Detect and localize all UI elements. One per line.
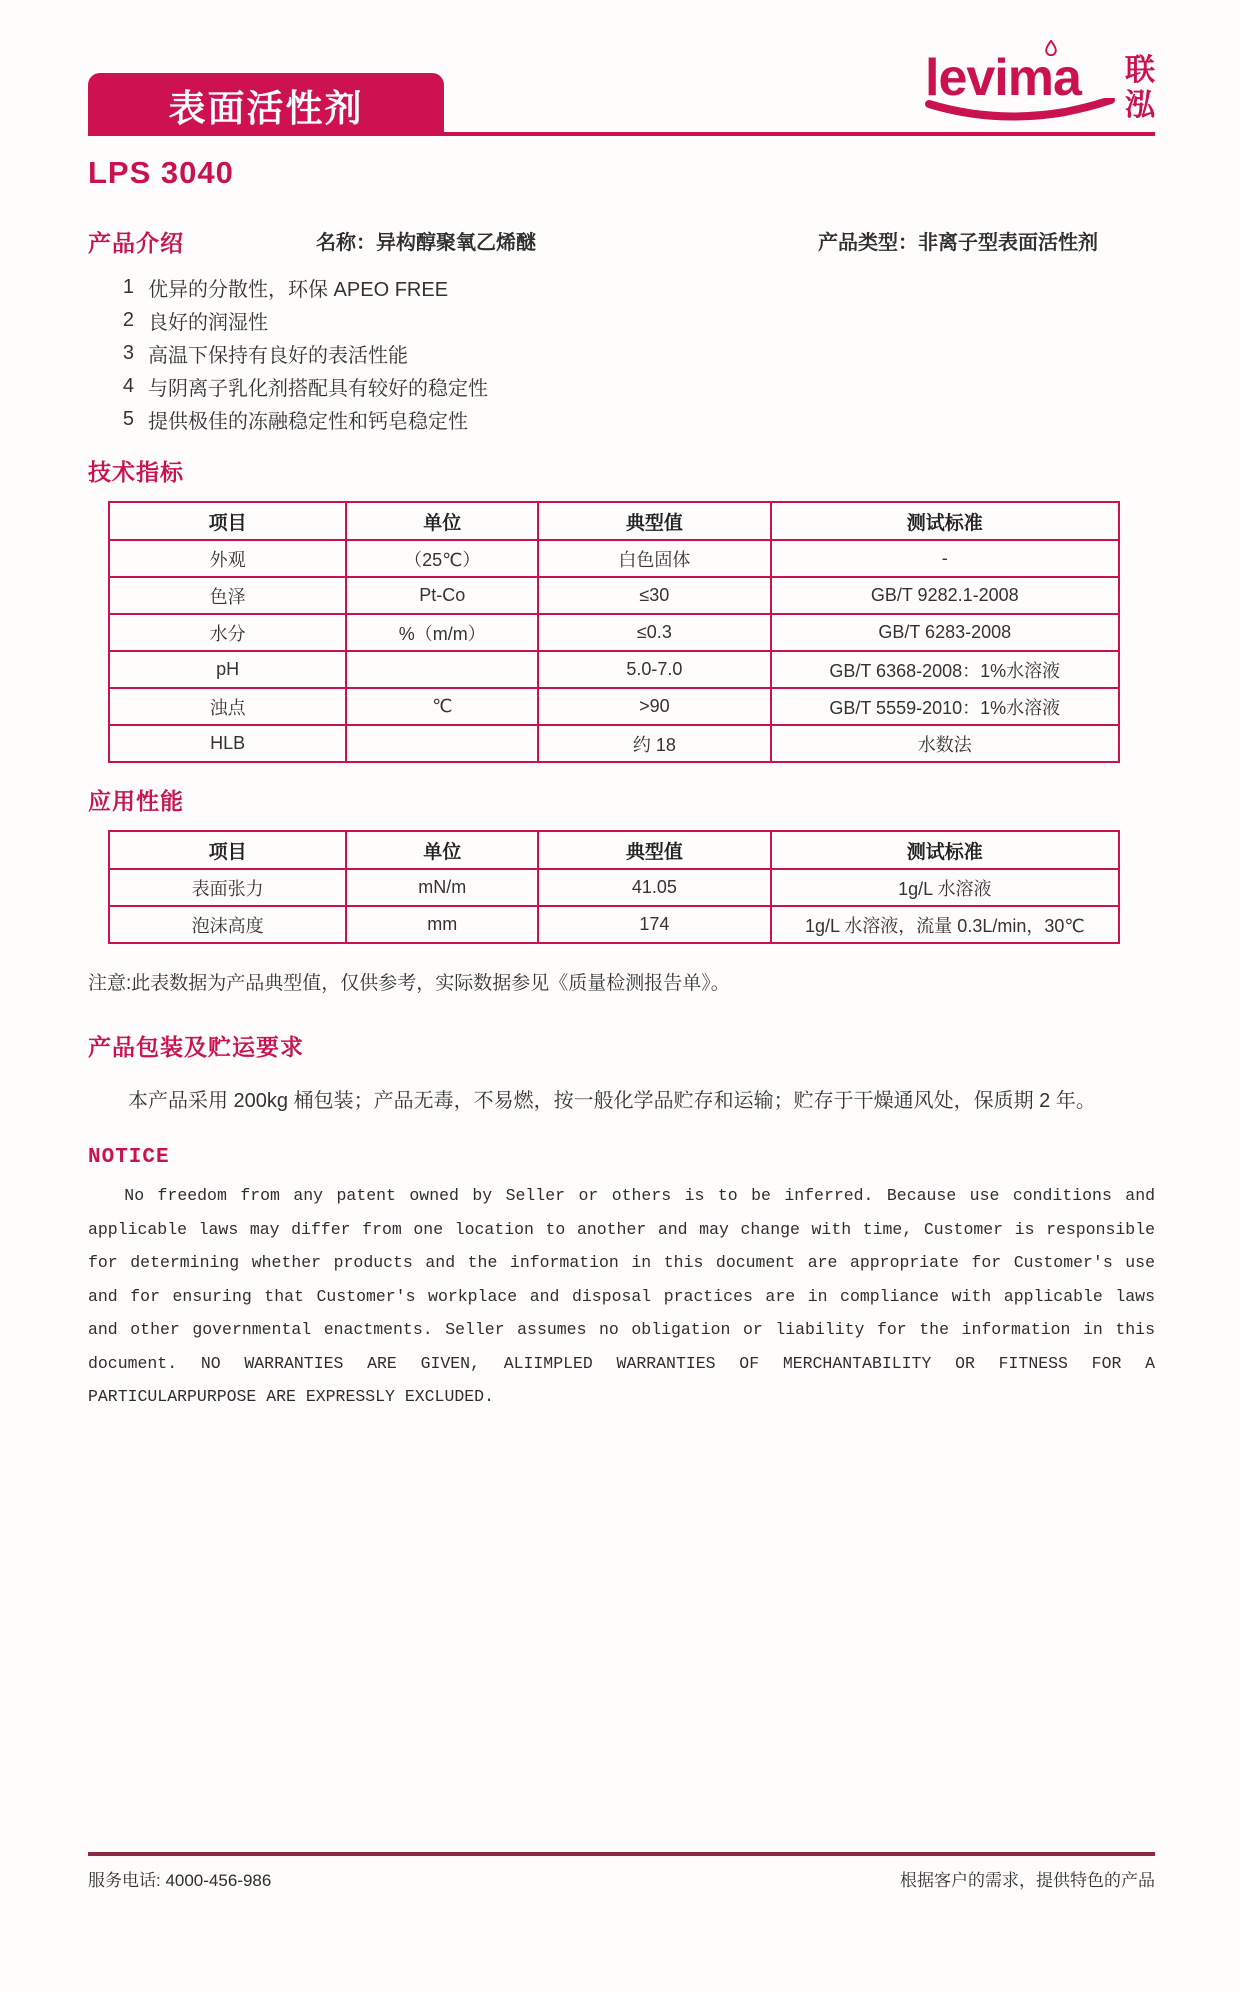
service-phone: 服务电话: 4000-456-986	[88, 1871, 272, 1890]
logo-wordmark	[925, 49, 1115, 122]
section-heading-tech: 技术指标	[88, 459, 184, 485]
table-cell: 1g/L 水溶液，流量 0.3L/min，30℃	[771, 906, 1119, 943]
table-cell: （25℃）	[346, 540, 538, 577]
feature-text: 高温下保持有良好的表活性能	[148, 345, 408, 367]
table-note: 注意:此表数据为产品典型值，仅供参考，实际数据参见《质量检测报告单》。	[88, 973, 730, 994]
table-row	[109, 869, 1119, 906]
table-cell: >90	[538, 688, 770, 725]
application-table	[108, 830, 1120, 944]
feature-number: 4	[122, 375, 134, 397]
table-cell: GB/T 9282.1-2008	[771, 577, 1119, 614]
table-cell: 约 18	[538, 725, 770, 762]
column-header: 单位	[346, 502, 538, 540]
section-tech-specs	[88, 454, 1155, 763]
table-cell: Pt-Co	[346, 577, 538, 614]
feature-number: 2	[122, 309, 134, 331]
table-cell: GB/T 5559-2010：1%水溶液	[771, 688, 1119, 725]
section-heading-packaging: 产品包装及贮运要求	[88, 1034, 304, 1060]
footer-slogan: 根据客户的需求，提供特色的产品	[900, 1871, 1155, 1890]
table-cell: 174	[538, 906, 770, 943]
notice-body: No freedom from any patent owned by Seller or others is to be inferred. Because use conditions and applicable laws may differ from one location to another and may change with time, Customer is responsible for determining whether products and the information in this document are appropriate for Customer's use and for ensuring that Customer's workplace and disposal practices are in compliance with applicable laws and other governmental enactments. Seller assumes no obligation or liability for the information in this document. NO WARRANTIES ARE GIVEN, ALIIMPLED WARRANTIES OF MERCHANTABILITY OR FITNESS FOR A PARTICULARPURPOSE ARE EXPRESSLY EXCLUDED.	[88, 1186, 1155, 1406]
table-cell: 外观	[109, 540, 346, 577]
page-header	[88, 0, 1155, 137]
table-cell: %（m/m）	[346, 614, 538, 651]
table-row	[109, 688, 1119, 725]
section-packaging	[88, 1029, 1155, 1126]
column-header: 典型值	[538, 502, 770, 540]
feature-text: 与阴离子乳化剂搭配具有较好的稳定性	[148, 378, 488, 400]
table-cell: 色泽	[109, 577, 346, 614]
droplet-icon	[1043, 40, 1059, 61]
section-application	[88, 783, 1155, 995]
feature-list	[122, 271, 1155, 436]
table-cell: 表面张力	[109, 869, 346, 906]
footer-row	[88, 1866, 1155, 1891]
feature-item	[122, 271, 1155, 304]
column-header: 测试标准	[771, 831, 1119, 869]
table-cell: 泡沫高度	[109, 906, 346, 943]
table-cell: -	[771, 540, 1119, 577]
table-cell: 浊点	[109, 688, 346, 725]
table-cell: ≤0.3	[538, 614, 770, 651]
table-cell: ℃	[346, 688, 538, 725]
table-header-row	[109, 502, 1119, 540]
intro-row	[88, 225, 1155, 255]
table-cell: mN/m	[346, 869, 538, 906]
table-cell: 1g/L 水溶液	[771, 869, 1119, 906]
logo-cjk-top: 联	[1125, 54, 1155, 87]
table-cell: pH	[109, 651, 346, 688]
section-heading-intro: 产品介绍	[88, 230, 184, 256]
category-banner-label: 表面活性剂	[168, 87, 364, 129]
category-banner	[88, 73, 444, 136]
table-row	[109, 577, 1119, 614]
column-header: 单位	[346, 831, 538, 869]
table-cell	[346, 725, 538, 762]
feature-number: 5	[122, 408, 134, 430]
table-cell: ≤30	[538, 577, 770, 614]
table-header-row	[109, 831, 1119, 869]
page-footer	[88, 1852, 1155, 1891]
table-cell: GB/T 6283-2008	[771, 614, 1119, 651]
table-cell: 白色固体	[538, 540, 770, 577]
logo-cjk-name	[1125, 52, 1155, 123]
column-header: 项目	[109, 831, 346, 869]
product-code-title: LPS 3040	[88, 155, 234, 190]
feature-item	[122, 337, 1155, 370]
product-type-label: 产品类型：非离子型表面活性剂	[818, 232, 1098, 254]
section-heading-application: 应用性能	[88, 788, 184, 814]
table-row	[109, 725, 1119, 762]
table-cell: 水分	[109, 614, 346, 651]
feature-text: 优异的分散性，环保 APEO FREE	[148, 279, 449, 301]
table-cell: 5.0-7.0	[538, 651, 770, 688]
table-row	[109, 651, 1119, 688]
table-cell: mm	[346, 906, 538, 943]
footer-divider	[88, 1852, 1155, 1856]
section-heading-notice: NOTICE	[88, 1146, 170, 1169]
feature-text: 提供极佳的冻融稳定性和钙皂稳定性	[148, 411, 468, 433]
table-cell: GB/T 6368-2008：1%水溶液	[771, 651, 1119, 688]
logo-cjk-bottom: 泓	[1125, 88, 1155, 122]
table-cell	[346, 651, 538, 688]
feature-item	[122, 370, 1155, 403]
feature-item	[122, 403, 1155, 436]
column-header: 典型值	[538, 831, 770, 869]
page-content	[88, 0, 1155, 1414]
feature-number: 1	[122, 276, 134, 298]
table-row	[109, 614, 1119, 651]
packaging-body: 本产品采用 200kg 桶包装；产品无毒，不易燃，按一般化学品贮存和运输；贮存于干燥通风处，保质期 2 年。	[128, 1090, 1096, 1112]
brand-logo	[925, 49, 1155, 123]
column-header: 测试标准	[771, 502, 1119, 540]
table-row	[109, 540, 1119, 577]
tech-specs-table	[108, 501, 1120, 763]
feature-item	[122, 304, 1155, 337]
table-cell: 水数法	[771, 725, 1119, 762]
column-header: 项目	[109, 502, 346, 540]
product-name-label: 名称：异构醇聚氧乙烯醚	[316, 232, 536, 254]
table-cell: 41.05	[538, 869, 770, 906]
feature-number: 3	[122, 342, 134, 364]
logo-text: levima	[925, 49, 1081, 107]
table-row	[109, 906, 1119, 943]
table-cell: HLB	[109, 725, 346, 762]
feature-text: 良好的润湿性	[148, 312, 268, 334]
